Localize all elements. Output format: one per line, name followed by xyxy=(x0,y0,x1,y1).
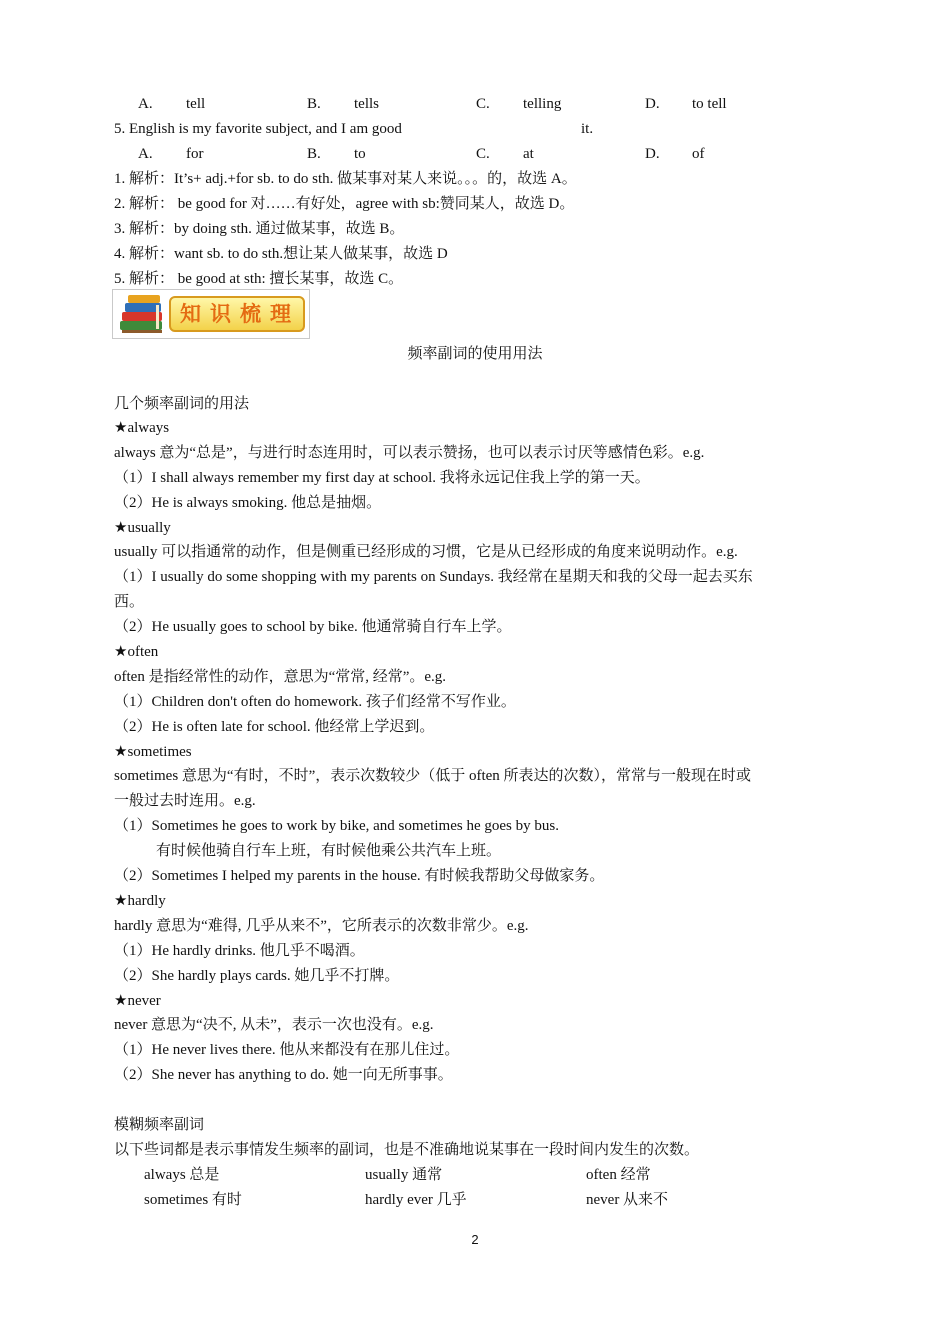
body-line: 一般过去时连用。e.g. xyxy=(114,793,256,809)
q5-blank-after: it. xyxy=(581,121,594,137)
analysis-line: 3. 解析：by doing sth. 通过做某事，故选 B。 xyxy=(114,221,405,237)
heading-always: ★always xyxy=(114,420,170,436)
example-line: （2）Sometimes I helped my parents in the house. 有时候我帮助父母做家务。 xyxy=(114,868,605,884)
example-line: 西。 xyxy=(114,594,145,610)
analysis-line: 2. 解析： be good for 对……有好处，agree with sb:赞同某人，故选 D。 xyxy=(114,196,575,212)
heading-hardly: ★hardly xyxy=(114,893,166,909)
subhead-1: 几个频率副词的用法 xyxy=(114,396,250,412)
heading-usually: ★usually xyxy=(114,520,171,536)
example-line: （2）He is often late for school. 他经常上学迟到。 xyxy=(114,719,435,735)
vocab-cell: hardly ever 几乎 xyxy=(365,1192,467,1208)
q5-option-b-letter: B. xyxy=(307,146,321,162)
q5-option-d-letter: D. xyxy=(645,146,660,162)
analysis-line: 1. 解析：It’s+ adj.+for sb. to do sth. 做某事对某人来说。。。的，故选 A。 xyxy=(114,171,577,187)
analysis-line: 5. 解析： be good at sth: 擅长某事，故选 C。 xyxy=(114,271,404,287)
heading-often: ★often xyxy=(114,644,159,660)
knowledge-banner xyxy=(112,289,310,339)
q4-option-b-text: tells xyxy=(354,96,379,112)
heading-sometimes: ★sometimes xyxy=(114,744,192,760)
q5-option-c-text: at xyxy=(523,146,534,162)
example-line: （2）He is always smoking. 他总是抽烟。 xyxy=(114,495,382,511)
example-line: （1）I usually do some shopping with my parents on Sundays. 我经常在星期天和我的父母一起去买东 xyxy=(114,569,753,585)
q5-option-c-letter: C. xyxy=(476,146,490,162)
body-line: hardly 意思为“难得, 几乎从来不”，它所表示的次数非常少。e.g. xyxy=(114,918,529,934)
vocab-cell: often 经常 xyxy=(586,1167,651,1183)
vocab-cell: usually 通常 xyxy=(365,1167,443,1183)
vocab-cell: always 总是 xyxy=(144,1167,220,1183)
example-line: （1）I shall always remember my first day at school. 我将永远记住我上学的第一天。 xyxy=(114,470,650,486)
q4-option-a-letter: A. xyxy=(138,96,153,112)
subhead-2: 模糊频率副词 xyxy=(114,1117,205,1133)
q4-option-d-text: to tell xyxy=(692,96,727,112)
example-line: （2）He usually goes to school by bike. 他通常骑自行车上学。 xyxy=(114,619,512,635)
q4-option-d-letter: D. xyxy=(645,96,660,112)
body-line: usually 可以指通常的动作，但是侧重已经形成的习惯，它是从已经形成的角度来说明动作。e.g. xyxy=(114,544,738,560)
heading-never: ★never xyxy=(114,993,161,1009)
example-line: （1）He never lives there. 他从来都没有在那儿住过。 xyxy=(114,1042,460,1058)
page-number: 2 xyxy=(471,1232,479,1247)
body-line: never 意思为“决不, 从未”，表示一次也没有。e.g. xyxy=(114,1017,434,1033)
analysis-line: 4. 解析：want sb. to do sth.想让某人做某事，故选 D xyxy=(114,246,448,262)
example-line: （2）She never has anything to do. 她一向无所事事。 xyxy=(114,1067,453,1083)
intro-2: 以下些词都是表示事情发生频率的副词，也是不准确地说某事在一段时间内发生的次数。 xyxy=(114,1142,700,1158)
body-line: sometimes 意思为“有时，不时”，表示次数较少（低于 often 所表达的次数），常常与一般现在时或 xyxy=(114,768,752,784)
q4-option-b-letter: B. xyxy=(307,96,321,112)
body-line: often 是指经常性的动作，意思为“常常, 经常”。e.g. xyxy=(114,669,447,685)
q5-option-a-text: for xyxy=(186,146,204,162)
body-line: always 意为“总是”，与进行时态连用时，可以表示赞扬，也可以表示讨厌等感情色彩。e.g. xyxy=(114,445,705,461)
example-line: （1）He hardly drinks. 他几乎不喝酒。 xyxy=(114,943,365,959)
q5-option-d-text: of xyxy=(692,146,705,162)
vocab-cell: never 从来不 xyxy=(586,1192,669,1208)
vocab-cell: sometimes 有时 xyxy=(144,1192,242,1208)
example-line: （2）She hardly plays cards. 她几乎不打牌。 xyxy=(114,968,400,984)
example-translation: 有时候他骑自行车上班，有时候他乘公共汽车上班。 xyxy=(156,843,502,859)
q4-option-a-text: tell xyxy=(186,96,206,112)
q5-option-a-letter: A. xyxy=(138,146,153,162)
example-line: （1）Children don't often do homework. 孩子们经常不写作业。 xyxy=(114,694,516,710)
section-title: 频率副词的使用用法 xyxy=(407,346,543,362)
q5-option-b-text: to xyxy=(354,146,366,162)
banner-label: 知识梳理 xyxy=(169,296,305,332)
books-icon xyxy=(116,293,168,335)
q4-option-c-text: telling xyxy=(523,96,562,112)
q5-stem: 5. English is my favorite subject, and I am good xyxy=(114,121,402,137)
q4-option-c-letter: C. xyxy=(476,96,490,112)
example-line: （1）Sometimes he goes to work by bike, and sometimes he goes by bus. xyxy=(114,818,559,834)
